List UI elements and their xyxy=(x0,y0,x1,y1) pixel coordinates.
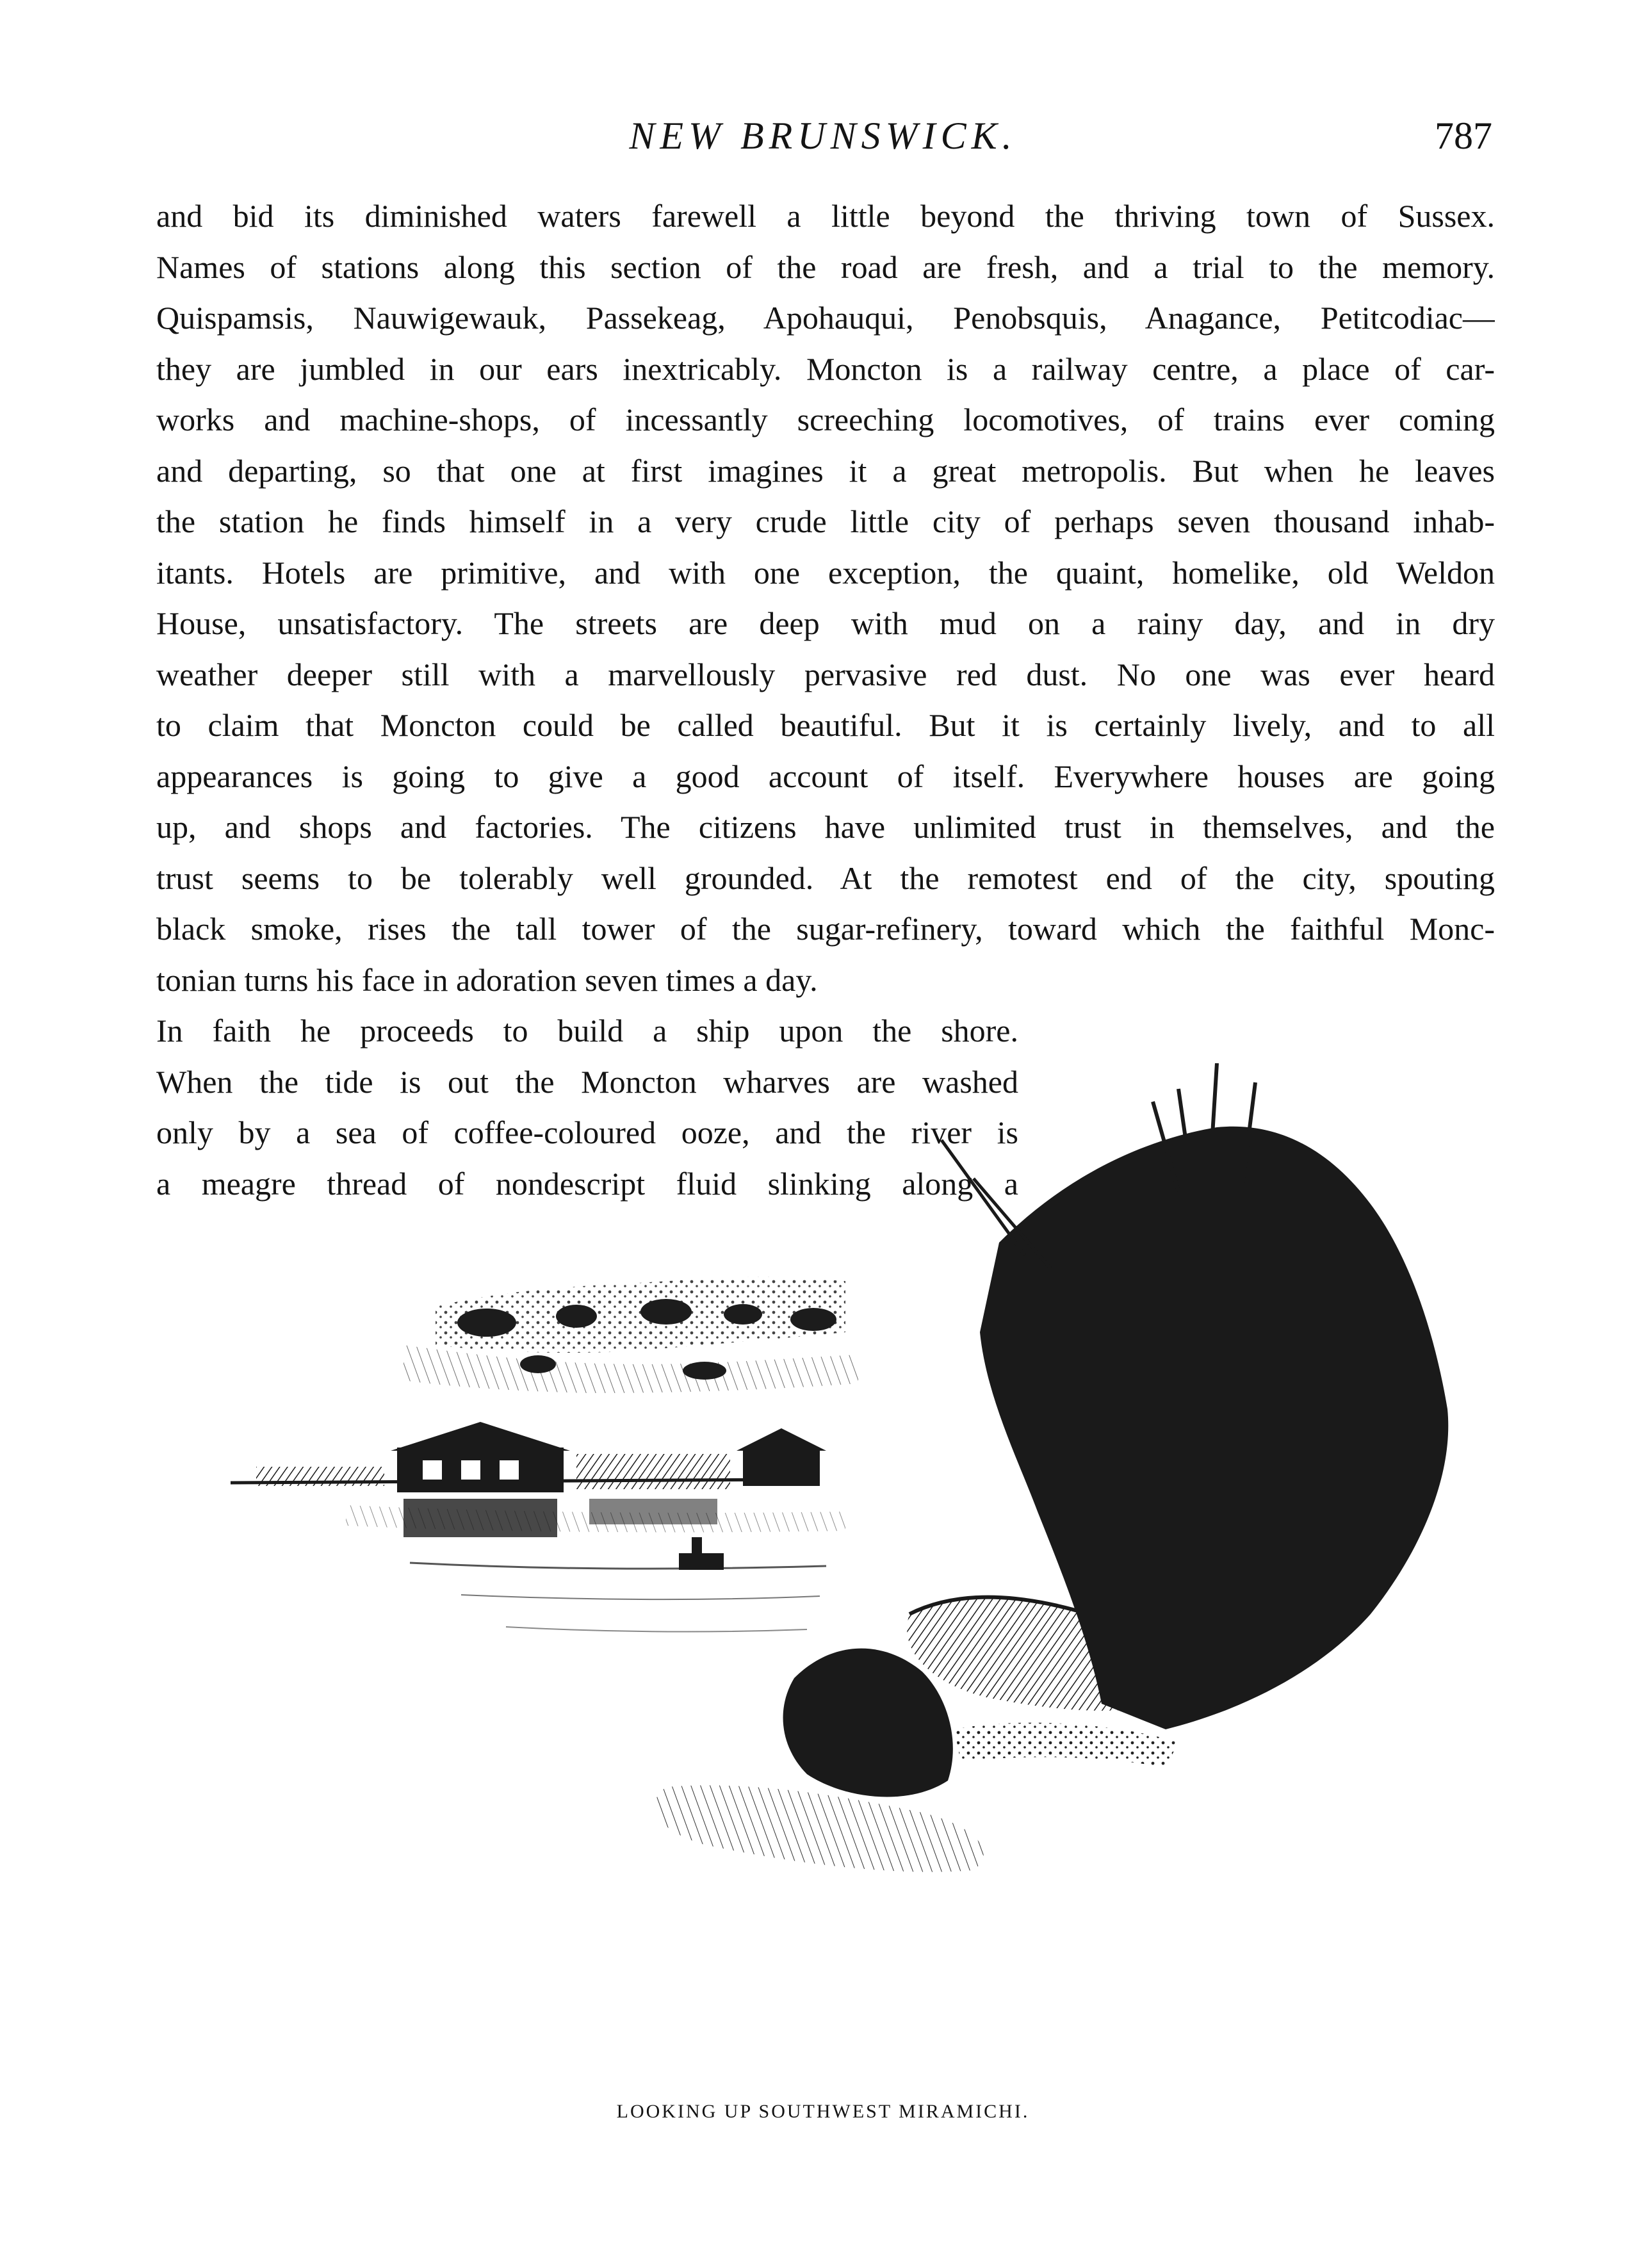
text-line: works and machine-shops, of incessantly screeching locomotives, of trains ever coming xyxy=(156,402,1495,437)
text-line: appearances is going to give a good account of itself. Everywhere houses are going xyxy=(156,758,1495,794)
page-number: 787 xyxy=(1435,115,1492,157)
text-line: Quispamsis, Nauwigewauk, Passekeag, Apohauqui, Penobsquis, Anagance, Petitcodiac— xyxy=(156,300,1495,336)
text-line: to claim that Moncton could be called beautiful. But it is certainly lively, and to all xyxy=(156,707,1495,743)
text-line: up, and shops and factories. The citizens have unlimited trust in themselves, and the xyxy=(156,809,1495,845)
wharf-buildings xyxy=(231,1422,826,1492)
running-head xyxy=(0,114,1646,165)
text-line: House, unsatisfactory. The streets are deep with mud on a rainy day, and in dry xyxy=(156,605,1495,641)
river xyxy=(346,1499,845,1631)
text-line: only by a sea of coffee-coloured ooze, and the river is xyxy=(156,1114,1018,1150)
text-line: In faith he proceeds to build a ship upon the shore. xyxy=(156,1013,1018,1048)
text-line: a meagre thread of nondescript fluid slinking along a xyxy=(156,1165,1018,1202)
figure-caption: LOOKING UP SOUTHWEST MIRAMICHI. xyxy=(616,2101,1030,2122)
body-text xyxy=(156,191,1495,1209)
text-line: weather deeper still with a marvellously pervasive red dust. No one was ever heard xyxy=(156,656,1495,692)
text-line: When the tide is out the Moncton wharves are washed xyxy=(156,1063,1018,1100)
text-line: and bid its diminished waters farewell a little beyond the thriving town of Sussex. xyxy=(156,198,1495,234)
text-line: Names of stations along this section of the road are fresh, and a trial to the memory. xyxy=(156,249,1495,285)
running-title: NEW BRUNSWICK. xyxy=(629,115,1017,157)
text-line: itants. Hotels are primitive, and with one exception, the quaint, homelike, old Weldon xyxy=(156,554,1495,591)
text-line: and departing, so that one at first imagines it a great metropolis. But when he leaves xyxy=(156,452,1495,489)
text-line: tonian turns his face in adoration seven times a day. xyxy=(156,961,818,998)
text-line: trust seems to be tolerably well grounded. At the remotest end of the city, spouting xyxy=(156,860,1495,896)
text-line: black smoke, rises the tall tower of the sugar-refinery, toward which the faithful Monc- xyxy=(156,911,1495,947)
text-line: the station he finds himself in a very crude little city of perhaps seven thousand inhab- xyxy=(156,503,1495,539)
far-shore xyxy=(403,1277,858,1393)
engraving-illustration xyxy=(218,1063,1473,1915)
text-line: they are jumbled in our ears inextricably. Moncton is a railway centre, a place of car- xyxy=(156,350,1495,387)
